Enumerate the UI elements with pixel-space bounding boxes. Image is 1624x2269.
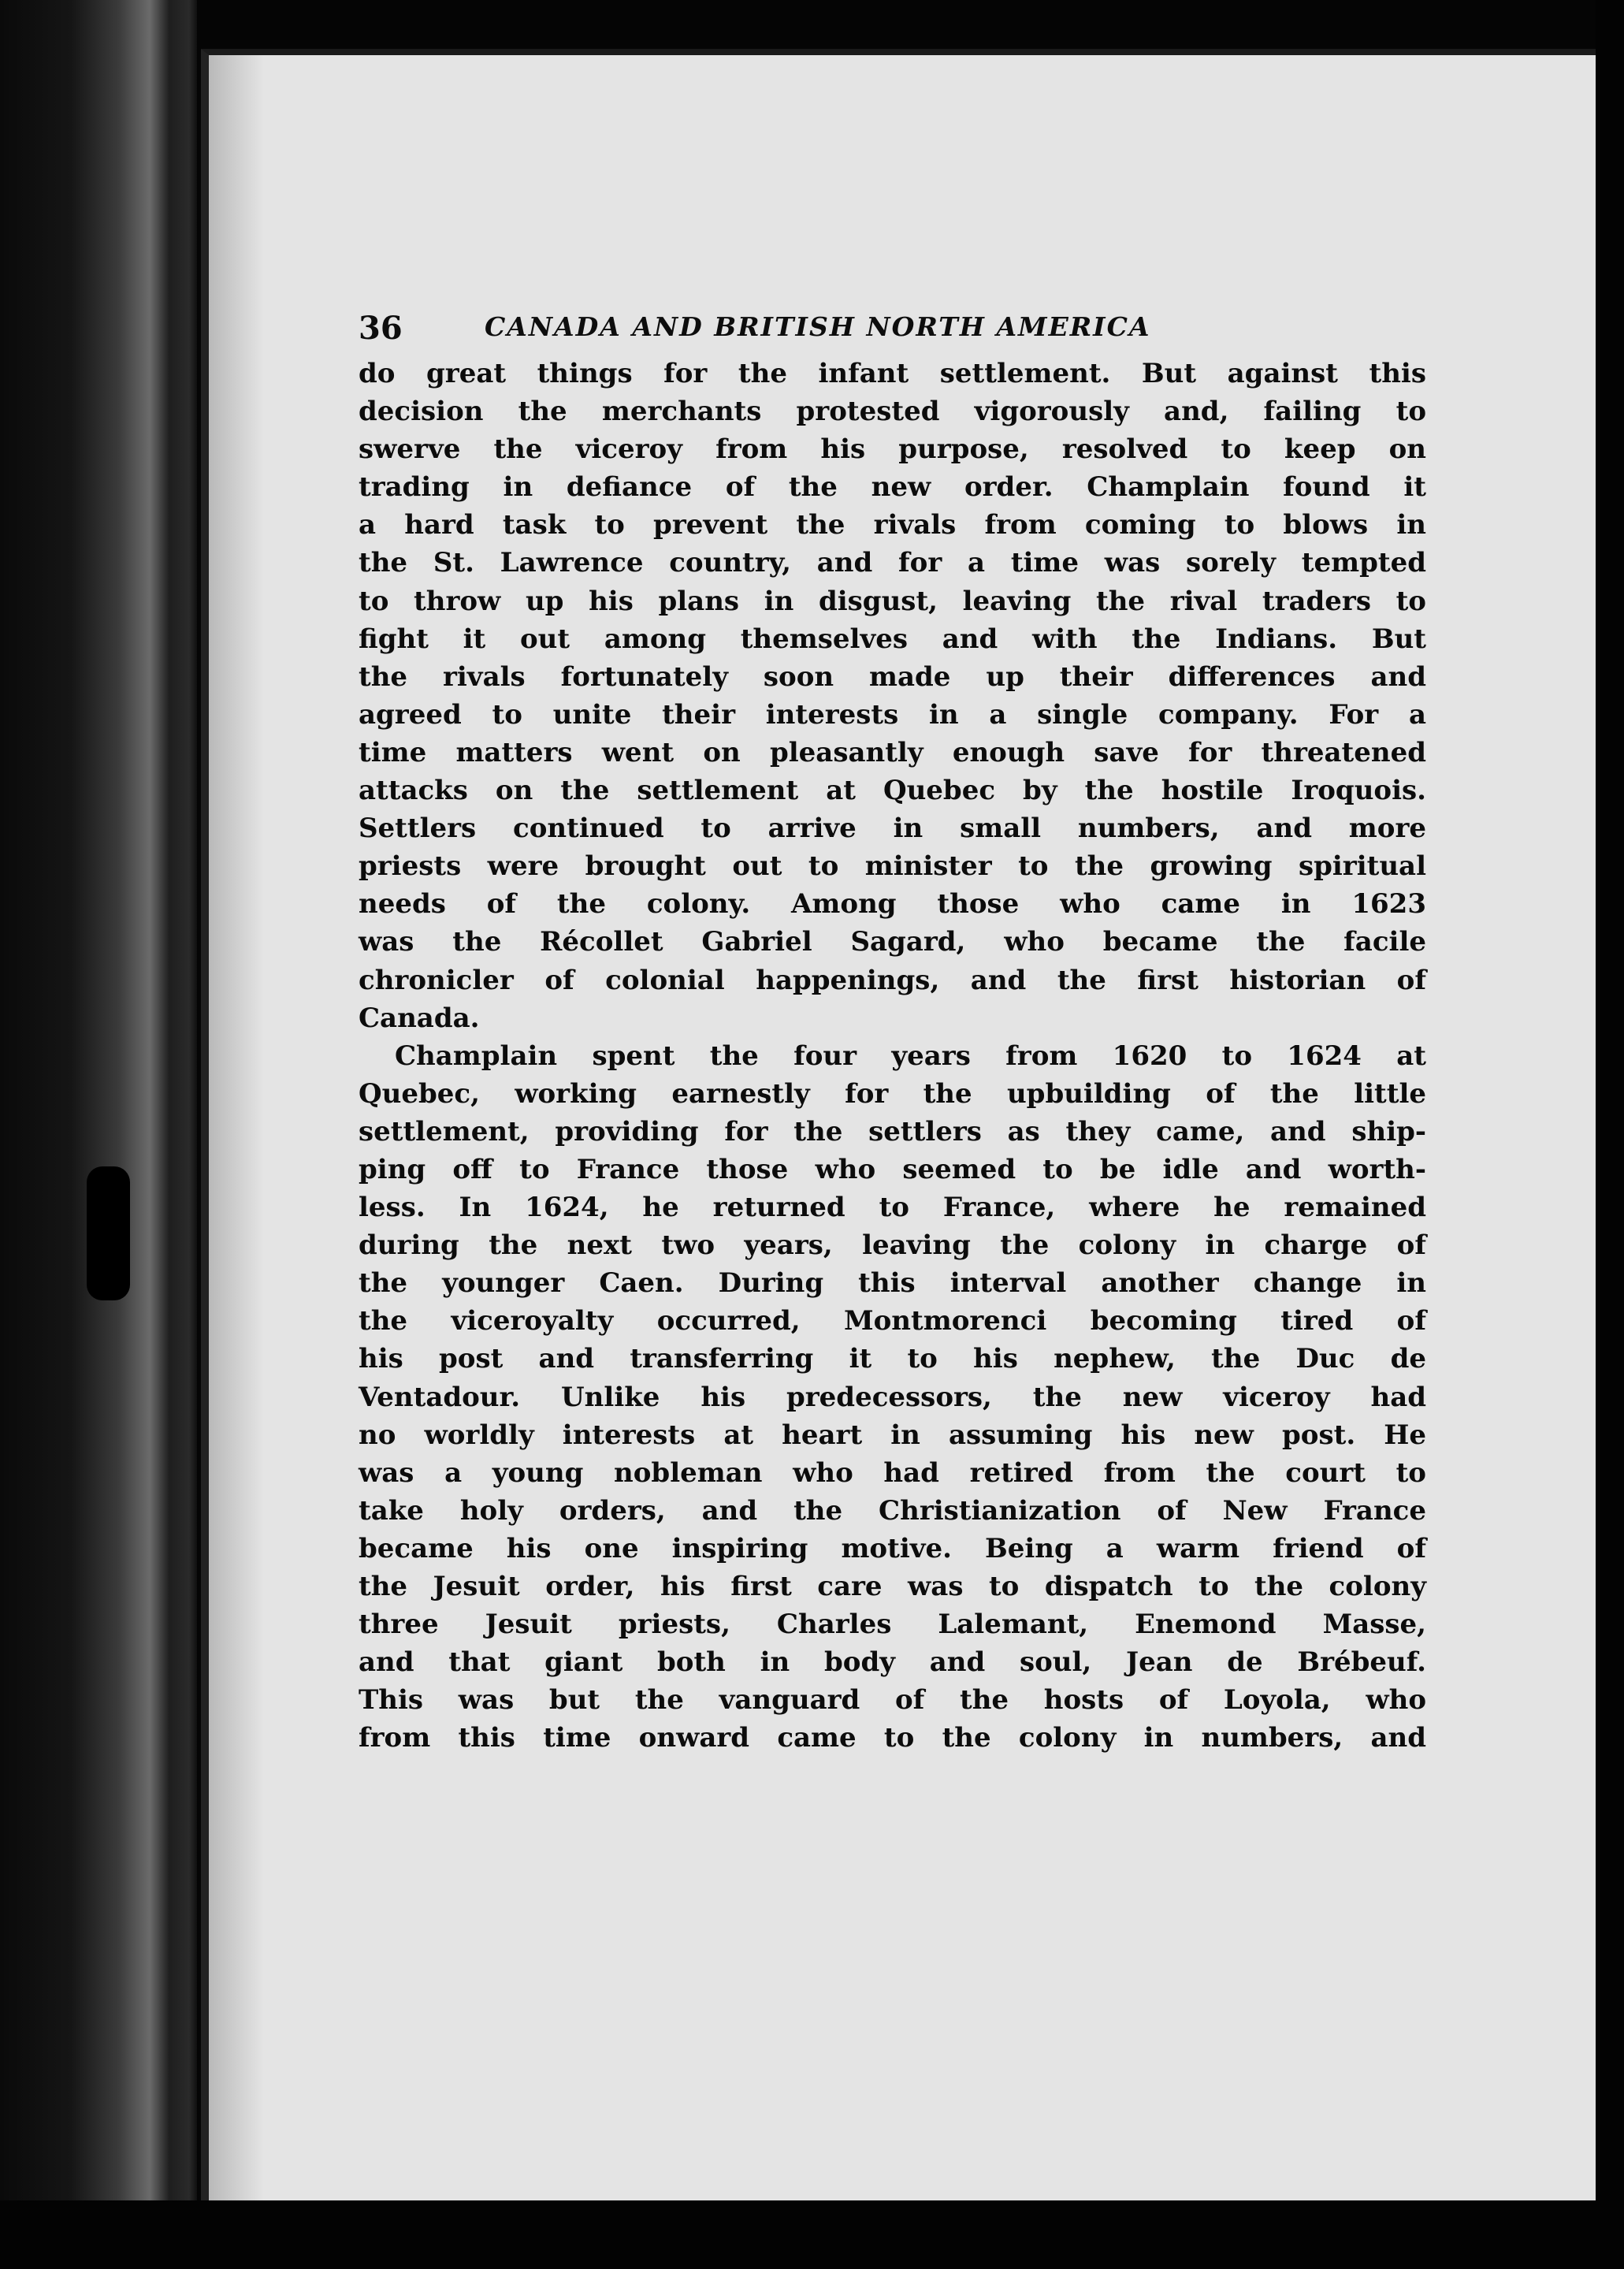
text-line: was a young nobleman who had retired from the court to <box>359 1456 1426 1489</box>
running-head <box>359 264 1426 351</box>
text-line: This was but the vanguard of the hosts of Loyola, who <box>359 1684 1426 1717</box>
text-line: attacks on the settlement at Quebec by the hostile Iroquois. <box>359 775 1426 807</box>
text-line: priests were brought out to minister to the growing spiritual <box>359 850 1426 883</box>
text-line: was the Récollet Gabriel Sagard, who became the facile <box>359 926 1426 958</box>
text-line: the Jesuit order, his first care was to dispatch to the colony <box>359 1571 1426 1602</box>
text-line: Quebec, working earnestly for the upbuilding of the little <box>359 1077 1426 1110</box>
text-line: chronicler of colonial happenings, and the first historian of <box>359 964 1426 996</box>
text-line: agreed to unite their interests in a single company. For a <box>359 698 1426 731</box>
text-line: needs of the colony. Among those who came in 1623 <box>359 888 1426 921</box>
text-line: Canada. <box>359 1002 480 1034</box>
text-line: do great things for the infant settlement. But against this <box>359 358 1426 389</box>
page-gutter-shadow <box>209 55 264 2200</box>
text-line: fight it out among themselves and with the Indians. But <box>359 623 1426 655</box>
text-line: no worldly interests at heart in assuming his new post. He <box>359 1419 1426 1451</box>
scan-border-right <box>1596 0 1624 2269</box>
text-line: Settlers continued to arrive in small numbers, and more <box>359 813 1426 845</box>
text-line: the St. Lawrence country, and for a time was sorely tempted <box>359 547 1426 579</box>
text-line: the viceroyalty occurred, Montmorenci becoming tired of <box>359 1305 1426 1337</box>
book-binding <box>0 0 197 2269</box>
text-line: three Jesuit priests, Charles Lalemant, Enemond Masse, <box>359 1609 1426 1641</box>
text-line: the rivals fortunately soon made up their differences and <box>359 660 1426 693</box>
text-line: from this time onward came to the colony in numbers, and <box>359 1722 1426 1754</box>
text-line: Ventadour. Unlike his predecessors, the new viceroy had <box>359 1381 1426 1413</box>
text-line: decision the merchants protested vigorously and, failing to <box>359 396 1426 428</box>
text-line: ping off to France those who seemed to be idle and worth- <box>359 1153 1426 1185</box>
text-line: and that giant both in body and soul, Jean de Brébeuf. <box>359 1646 1426 1679</box>
text-line: trading in defiance of the new order. Champlain found it <box>359 471 1426 504</box>
body-text <box>359 355 1426 1757</box>
text-line: swerve the viceroy from his purpose, resolved to keep on <box>359 433 1426 466</box>
binding-clip <box>87 1166 130 1300</box>
text-line: to throw up his plans in disgust, leaving the rival traders to <box>359 585 1426 617</box>
scan-border-bottom <box>0 2200 1624 2269</box>
text-line: take holy orders, and the Christianization of New France <box>359 1494 1426 1527</box>
text-line: less. In 1624, he returned to France, where he remained <box>359 1192 1426 1224</box>
text-line: settlement, providing for the settlers as they came, and ship- <box>359 1115 1426 1148</box>
text-line: the younger Caen. During this interval another change in <box>359 1267 1426 1300</box>
page-number: 36 <box>359 310 403 347</box>
paragraph-start-line: Champlain spent the four years from 1620 to 1624 at <box>395 1040 1426 1072</box>
text-line: became his one inspiring motive. Being a warm friend of <box>359 1532 1426 1564</box>
text-line: his post and transferring it to his nephew, the Duc de <box>359 1343 1426 1375</box>
running-title: CANADA AND BRITISH NORTH AMERICA <box>485 311 1151 342</box>
text-line: during the next two years, leaving the colony in charge of <box>359 1229 1426 1262</box>
text-line: a hard task to prevent the rivals from coming to blows in <box>359 509 1426 541</box>
text-line: time matters went on pleasantly enough save for threatened <box>359 736 1426 768</box>
